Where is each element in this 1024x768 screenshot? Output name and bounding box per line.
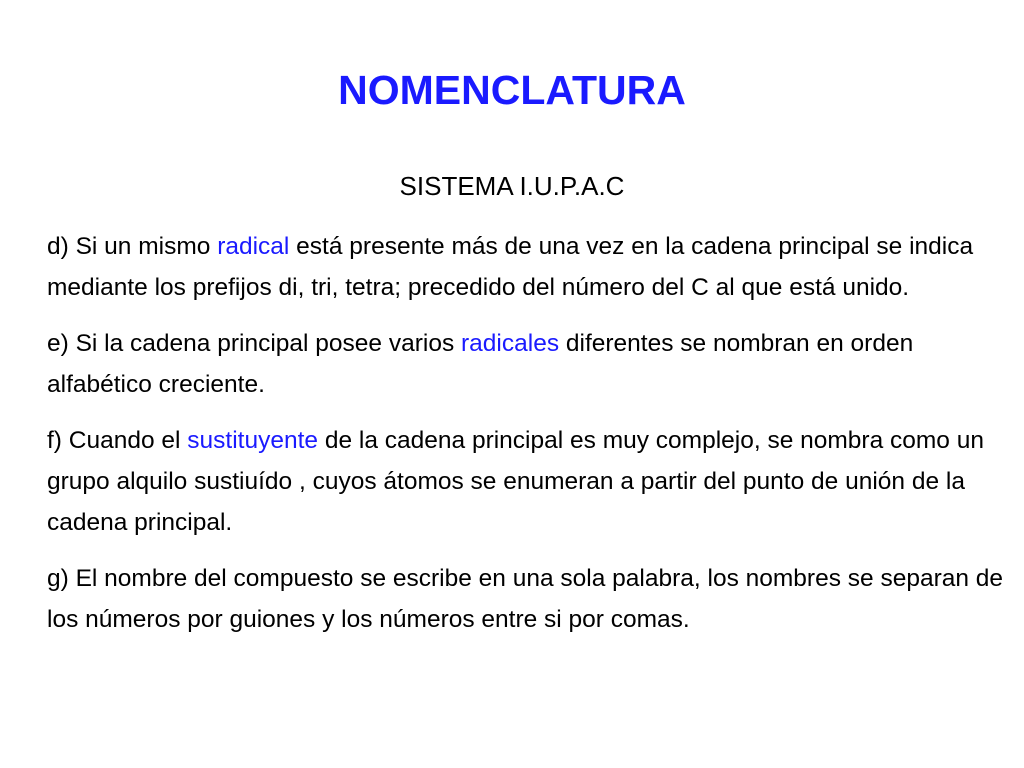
slide-body — [47, 226, 1013, 655]
paragraph-text: está presente más de una vez en la cadena principal se indica mediante los prefijos di, tri, tetra; precedido del número del C al que está unido. — [47, 233, 974, 301]
highlighted-term: radicales — [461, 330, 560, 357]
paragraph-text: d) Si un mismo — [47, 233, 218, 260]
paragraph-text: g) El nombre del compuesto se escribe en una sola palabra, los nombres se separan de los números por guiones y los números entre si por comas. — [47, 565, 1004, 633]
paragraph-d — [47, 226, 1013, 308]
paragraph-text: e) Si la cadena principal posee varios — [47, 330, 462, 357]
highlighted-term: radical — [217, 233, 290, 260]
highlighted-term: sustituyente — [187, 427, 319, 454]
paragraph-text: f) Cuando el — [47, 427, 188, 454]
paragraph-f — [47, 420, 1013, 543]
slide-subtitle: SISTEMA I.U.P.A.C — [399, 171, 625, 201]
paragraph-g — [47, 558, 1013, 640]
paragraph-e — [47, 323, 1013, 405]
slide-title: NOMENCLATURA — [338, 67, 686, 113]
paragraph-text: diferentes se nombran en orden alfabético creciente. — [47, 330, 914, 398]
paragraph-text: de la cadena principal es muy complejo, se nombra como un grupo alquilo sustiuído , cuyos átomos se enumeran a partir del punto de unión de la cadena principal. — [47, 427, 984, 536]
